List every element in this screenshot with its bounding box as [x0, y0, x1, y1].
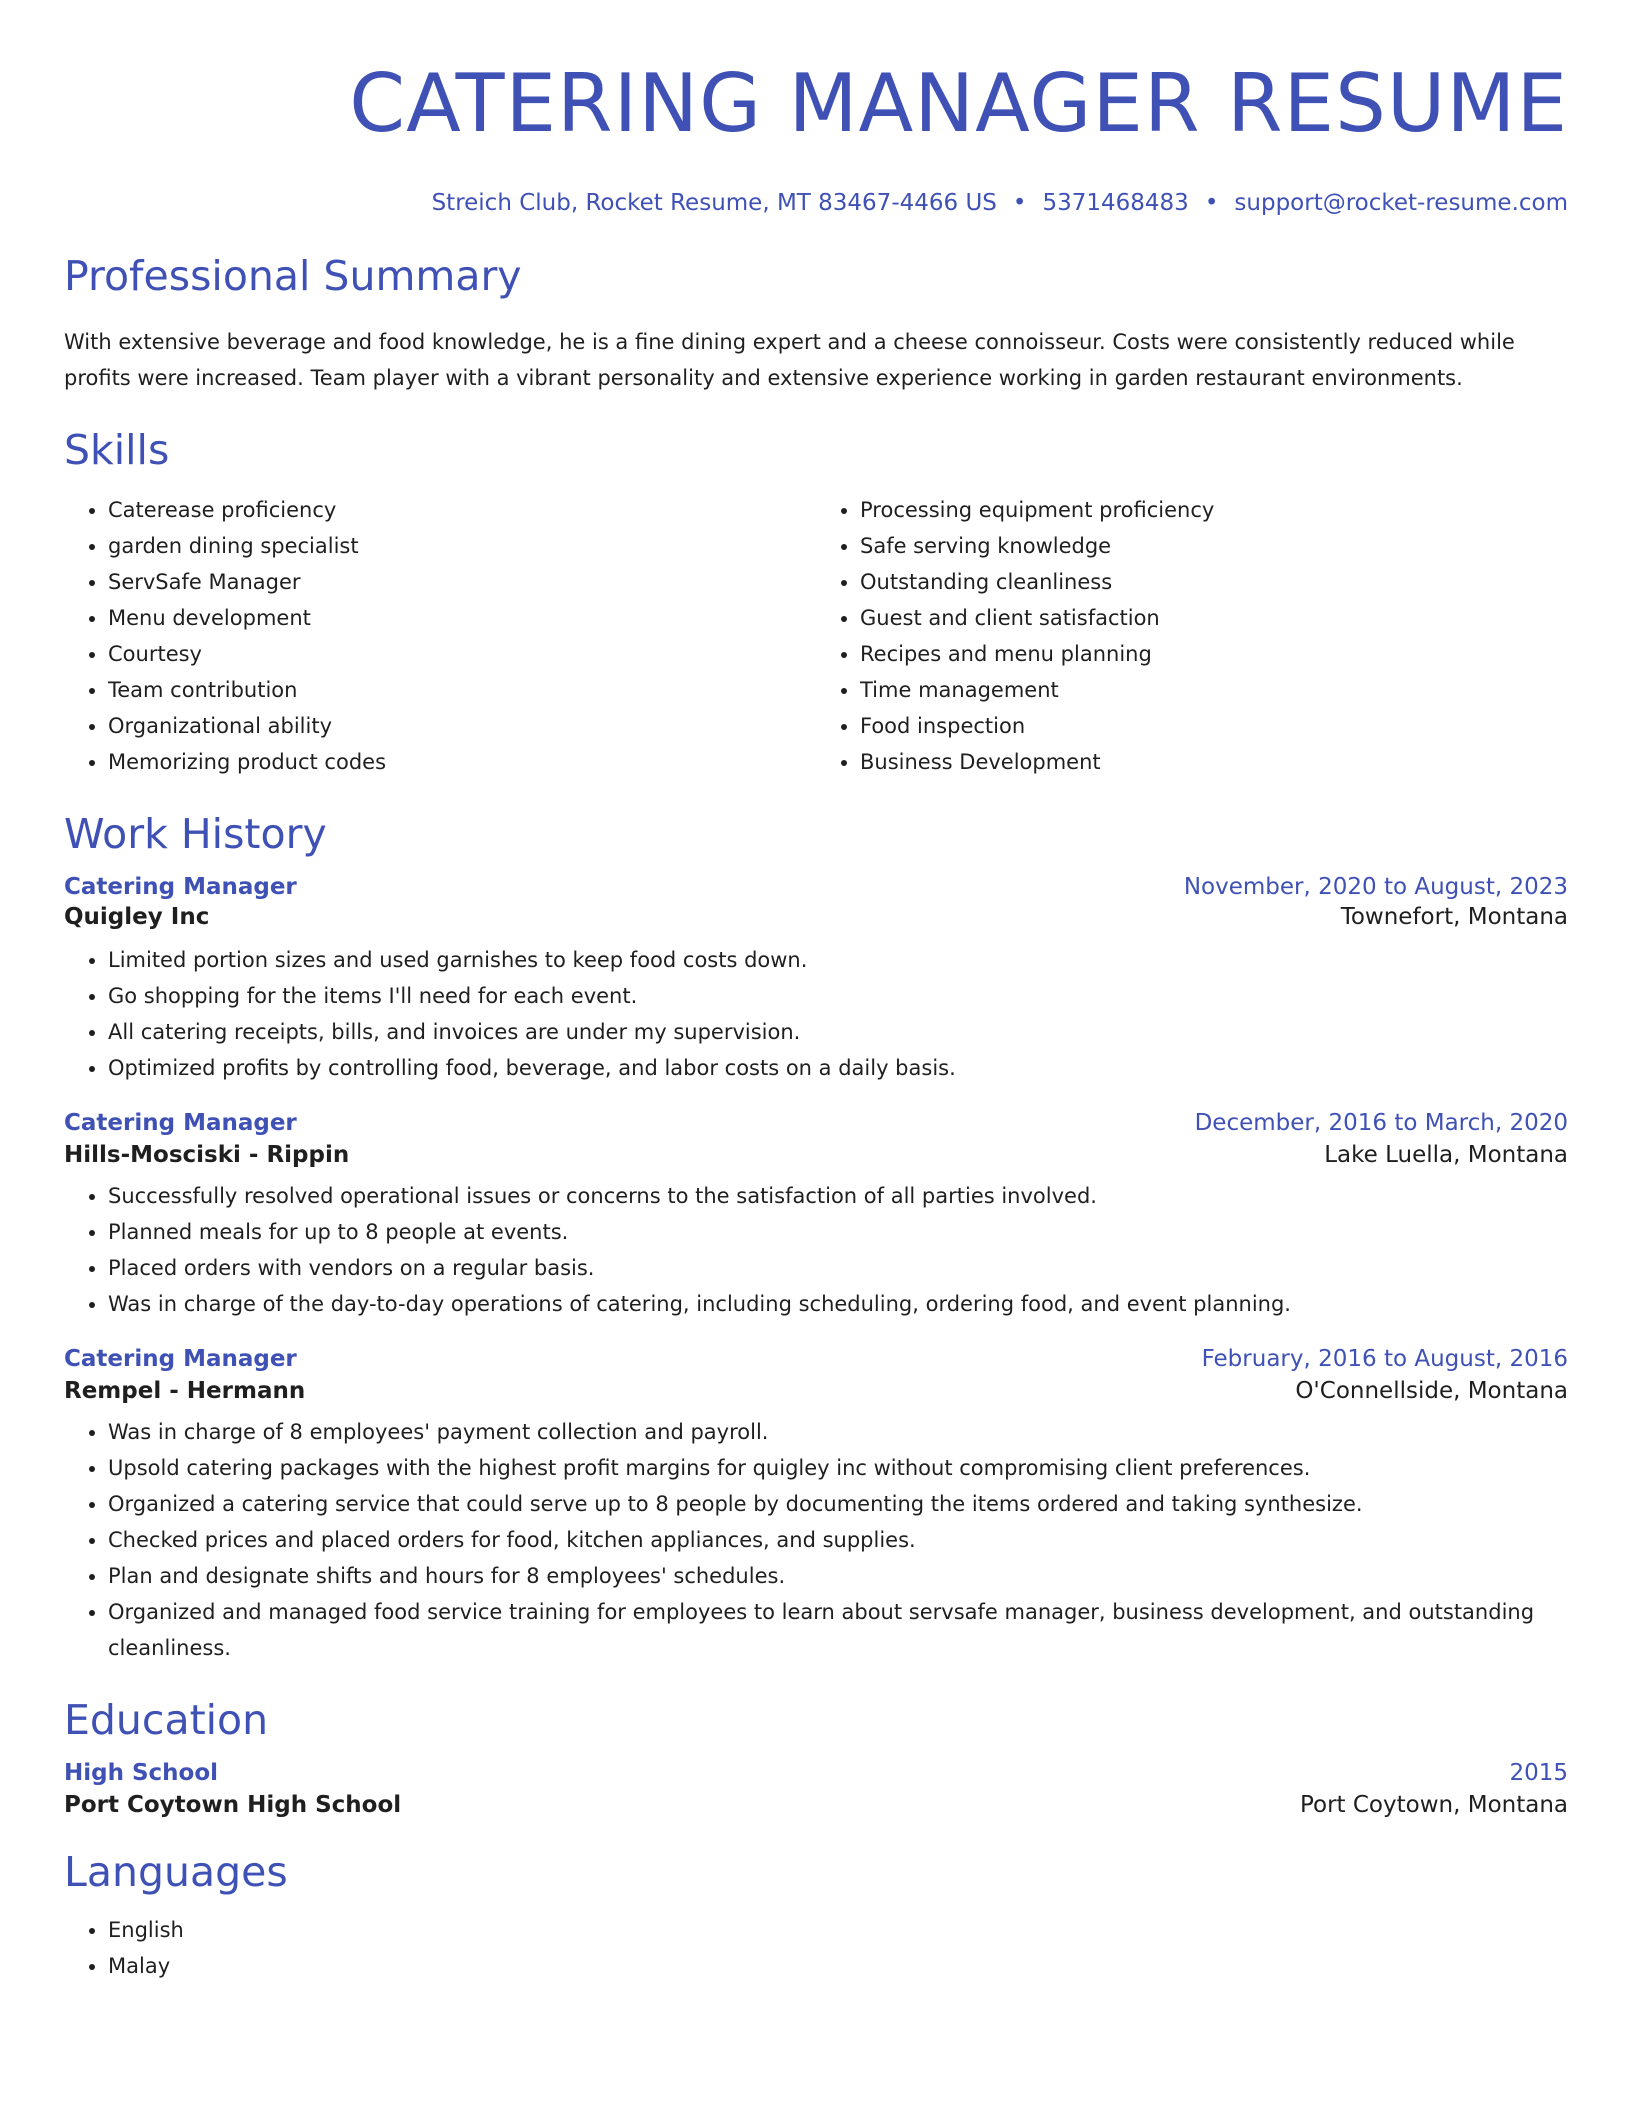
job-entry: [64, 874, 1568, 1086]
job-bullet: • All catering receipts, bills, and invoices are under my supervision.: [108, 1014, 1568, 1050]
skill-item: • Memorizing product codes: [108, 744, 816, 780]
skill-item: • Menu development: [108, 600, 816, 636]
job-bullets: [64, 1414, 1568, 1666]
contact-email[interactable]: support@rocket-resume.com: [1234, 190, 1568, 216]
job-header-row: [64, 874, 1568, 900]
contact-separator: •: [1204, 190, 1219, 216]
job-bullet: • Go shopping for the items I'll need for each event.: [108, 978, 1568, 1014]
skill-item: • Guest and client satisfaction: [860, 600, 1568, 636]
skills-column-left: [64, 492, 816, 780]
skill-item: • Caterease proficiency: [108, 492, 816, 528]
skills-list: [64, 492, 1568, 780]
job-entry: [64, 1346, 1568, 1666]
skill-item: • Recipes and menu planning: [860, 636, 1568, 672]
job-bullet: • Placed orders with vendors on a regular basis.: [108, 1250, 1568, 1286]
skill-item: • Processing equipment proficiency: [860, 492, 1568, 528]
contact-line: [64, 190, 1568, 216]
section-title-skills: Skills: [64, 426, 170, 474]
skill-item: • Safe serving knowledge: [860, 528, 1568, 564]
language-item: • Malay: [108, 1948, 1568, 1984]
job-title: Catering Manager: [64, 1110, 297, 1136]
job-bullets: [64, 1178, 1568, 1322]
job-dates: November, 2020 to August, 2023: [1183, 874, 1568, 900]
education-school-row: [64, 1792, 1568, 1818]
job-dates: December, 2016 to March, 2020: [1194, 1110, 1568, 1136]
skills-column-right: [816, 492, 1568, 780]
job-entry: [64, 1110, 1568, 1322]
summary-text: With extensive beverage and food knowledge, he is a fine dining expert and a cheese connoisseur. Costs were consistently reduced while profits were increased. Team player with a vibrant personality and extensive experience working in garden restaurant environments.: [64, 330, 1515, 390]
education-degree: High School: [64, 1760, 219, 1786]
education-entry: [64, 1760, 1568, 1818]
job-company: Rempel - Hermann: [64, 1378, 306, 1404]
section-title-summary: Professional Summary: [64, 252, 522, 300]
job-company-row: [64, 904, 1568, 930]
job-company-row: [64, 1142, 1568, 1168]
job-bullet: • Successfully resolved operational issues or concerns to the satisfaction of all parties involved.: [108, 1178, 1568, 1214]
job-header-row: [64, 1110, 1568, 1136]
contact-separator: •: [1012, 190, 1027, 216]
skill-item: • Organizational ability: [108, 708, 816, 744]
skill-item: • garden dining specialist: [108, 528, 816, 564]
contact-phone: 5371468483: [1042, 190, 1189, 216]
skill-item: • ServSafe Manager: [108, 564, 816, 600]
skill-item: • Outstanding cleanliness: [860, 564, 1568, 600]
job-title: Catering Manager: [64, 1346, 297, 1372]
job-header-row: [64, 1346, 1568, 1372]
section-title-work: Work History: [64, 810, 327, 858]
education-year: 2015: [1509, 1760, 1568, 1786]
job-bullet: • Organized a catering service that could serve up to 8 people by documenting the items ordered and taking synthesize.: [108, 1486, 1568, 1522]
resume-title: CATERING MANAGER RESUME: [349, 57, 1568, 150]
education-school: Port Coytown High School: [64, 1792, 402, 1818]
job-location: O'Connellside, Montana: [1295, 1378, 1568, 1404]
section-title-education: Education: [64, 1696, 269, 1744]
job-bullet: • Was in charge of the day-to-day operations of catering, including scheduling, ordering food, and event planning.: [108, 1286, 1568, 1322]
skill-item: • Business Development: [860, 744, 1568, 780]
education-location: Port Coytown, Montana: [1299, 1792, 1568, 1818]
skill-item: • Courtesy: [108, 636, 816, 672]
contact-address: Streich Club, Rocket Resume, MT 83467-4466 US: [431, 190, 997, 216]
skill-item: • Team contribution: [108, 672, 816, 708]
job-bullets: [64, 942, 1568, 1086]
job-company-row: [64, 1378, 1568, 1404]
job-dates: February, 2016 to August, 2016: [1201, 1346, 1568, 1372]
job-location: Townefort, Montana: [1340, 904, 1568, 930]
job-bullet: • Plan and designate shifts and hours for 8 employees' schedules.: [108, 1558, 1568, 1594]
job-bullet: • Upsold catering packages with the highest profit margins for quigley inc without compromising client preferences.: [108, 1450, 1568, 1486]
section-title-languages: Languages: [64, 1848, 288, 1896]
skill-item: • Time management: [860, 672, 1568, 708]
language-item: • English: [108, 1912, 1568, 1948]
job-bullet: • Limited portion sizes and used garnishes to keep food costs down.: [108, 942, 1568, 978]
education-header-row: [64, 1760, 1568, 1786]
job-company: Hills-Mosciski - Rippin: [64, 1142, 350, 1168]
job-title: Catering Manager: [64, 874, 297, 900]
job-bullet: • Checked prices and placed orders for food, kitchen appliances, and supplies.: [108, 1522, 1568, 1558]
job-bullet: • Was in charge of 8 employees' payment collection and payroll.: [108, 1414, 1568, 1450]
job-bullet: • Optimized profits by controlling food, beverage, and labor costs on a daily basis.: [108, 1050, 1568, 1086]
job-company: Quigley Inc: [64, 904, 210, 930]
skill-item: • Food inspection: [860, 708, 1568, 744]
languages-list: [64, 1912, 1568, 1984]
job-location: Lake Luella, Montana: [1324, 1142, 1568, 1168]
job-bullet: • Organized and managed food service training for employees to learn about servsafe manager, business development, and outstanding cleanliness.: [108, 1594, 1568, 1666]
job-bullet: • Planned meals for up to 8 people at events.: [108, 1214, 1568, 1250]
